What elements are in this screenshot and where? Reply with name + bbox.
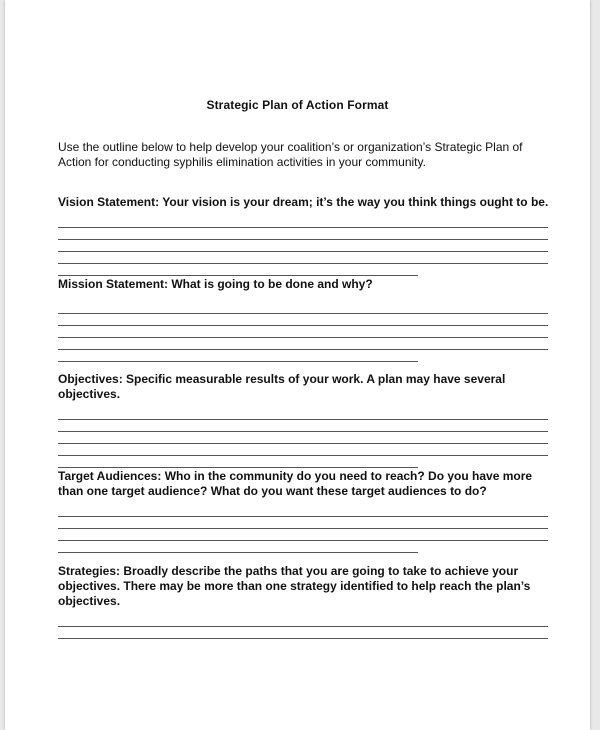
answer-line[interactable] <box>58 240 548 252</box>
intro-paragraph: Use the outline below to help develop your coalition’s or organization’s Strategic Plan of Action for conducting syphilis elimination activities in your community. <box>58 140 523 169</box>
answer-line[interactable] <box>58 228 548 240</box>
answer-lines <box>58 216 553 276</box>
answer-line[interactable] <box>58 615 548 627</box>
answer-line[interactable] <box>58 627 548 639</box>
document-page <box>5 0 590 730</box>
answer-line[interactable] <box>58 432 548 444</box>
section-objectives <box>58 372 553 468</box>
answer-lines <box>58 615 553 639</box>
answer-line[interactable] <box>58 541 418 553</box>
answer-line[interactable] <box>58 408 548 420</box>
section-vision <box>58 195 553 276</box>
answer-line[interactable] <box>58 350 418 362</box>
answer-line[interactable] <box>58 338 548 350</box>
answer-line[interactable] <box>58 302 548 314</box>
answer-line[interactable] <box>58 505 548 517</box>
document-title: Strategic Plan of Action Format <box>206 98 389 112</box>
answer-lines <box>58 302 553 362</box>
answer-line[interactable] <box>58 529 548 541</box>
section-strategies <box>58 564 553 639</box>
answer-line[interactable] <box>58 216 548 228</box>
section-heading: Mission Statement: What is going to be done and why? <box>58 277 373 291</box>
section-heading: Target Audiences: Who in the community do you need to reach? Do you have more than one target audience? What do you want these target audiences to do? <box>58 469 533 498</box>
section-mission <box>58 277 553 362</box>
answer-line[interactable] <box>58 264 418 276</box>
answer-line[interactable] <box>58 420 548 432</box>
section-heading: Objectives: Specific measurable results of your work. A plan may have several objectives. <box>58 372 506 401</box>
answer-line[interactable] <box>58 326 548 338</box>
answer-line[interactable] <box>58 252 548 264</box>
answer-lines <box>58 505 553 553</box>
answer-line[interactable] <box>58 314 548 326</box>
answer-line[interactable] <box>58 444 548 456</box>
answer-line[interactable] <box>58 456 418 468</box>
section-heading: Vision Statement: Your vision is your dream; it’s the way you think things ought to be. <box>58 195 549 209</box>
section-target-audiences <box>58 469 553 553</box>
answer-lines <box>58 408 553 468</box>
answer-line[interactable] <box>58 517 548 529</box>
section-heading: Strategies: Broadly describe the paths that you are going to take to achieve your objectives. There may be more than one strategy identified to help reach the plan’s objectives. <box>58 564 531 608</box>
